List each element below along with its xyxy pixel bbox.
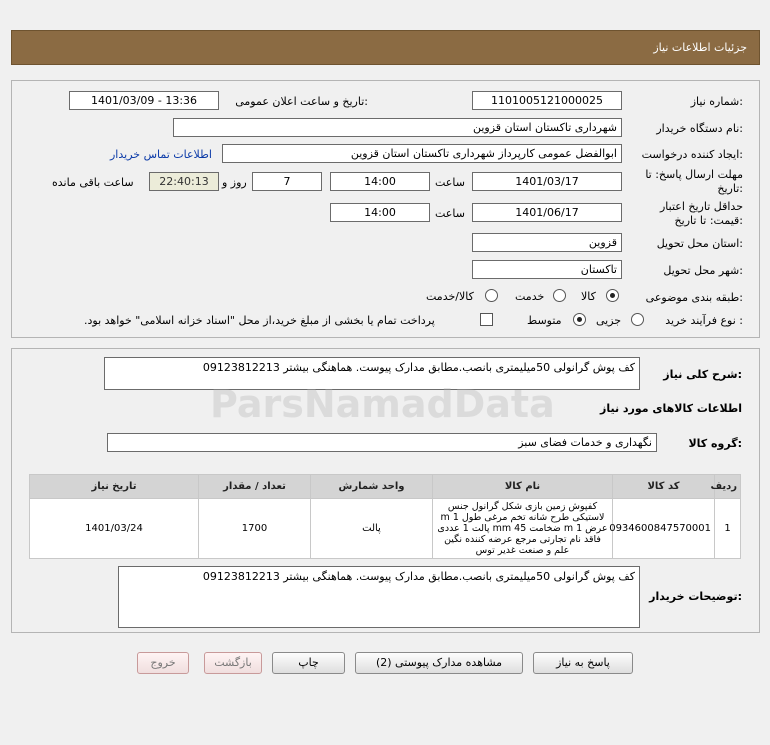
view-documents-button[interactable]: مشاهده مدارک پیوستی (2): [355, 652, 523, 674]
delivery-province-field[interactable]: قزوین: [472, 233, 622, 252]
buyer-org-label: نام دستگاه خریدار:: [656, 122, 743, 135]
remaining-time-label: ساعت باقی مانده: [52, 176, 134, 189]
category-service-radio[interactable]: [553, 289, 566, 302]
col-header-unit: واحد شمارش: [311, 475, 433, 499]
delivery-city-label: شهر محل تحویل:: [663, 264, 743, 277]
creator-field[interactable]: ابوالفضل عمومی کارپرداز شهرداری تاکستان استان قزوین: [222, 144, 622, 163]
price-validity-time-field[interactable]: 14:00: [330, 203, 430, 222]
cell-need-date: 1401/03/24: [30, 499, 199, 559]
watermark-brand: ParsNamadData: [210, 382, 555, 426]
reply-button[interactable]: پاسخ به نیاز: [533, 652, 633, 674]
reply-deadline-label-2: تاریخ:: [717, 182, 743, 195]
summary-label: شرح کلی نیاز:: [663, 368, 742, 381]
price-validity-label: حداقل تاریخ اعتبار: [659, 200, 743, 213]
purchase-type-minor-label: جزیی: [596, 314, 622, 327]
table-row[interactable]: [30, 499, 741, 559]
treasury-payment-note: پرداخت تمام یا بخشی از مبلغ خرید،از محل "اسناد خزانه اسلامی" خواهد بود.: [84, 314, 435, 327]
days-label: روز و: [222, 176, 247, 189]
col-header-quantity: تعداد / مقدار: [199, 475, 311, 499]
category-service-label: خدمت: [515, 290, 545, 303]
remaining-days-field: 7: [252, 172, 322, 191]
exit-button[interactable]: خروج: [137, 652, 189, 674]
reply-date-field[interactable]: 1401/03/17: [472, 172, 622, 191]
delivery-province-label: استان محل تحویل:: [656, 237, 743, 250]
goods-group-field[interactable]: نگهداری و خدمات فضای سبز: [107, 433, 657, 452]
cell-row-number: 1: [715, 499, 741, 559]
category-goods-label: کالا: [581, 290, 596, 303]
goods-table: [29, 474, 741, 559]
reply-time-field[interactable]: 14:00: [330, 172, 430, 191]
page-header: [11, 30, 760, 65]
reply-deadline-label: مهلت ارسال پاسخ: تا: [645, 168, 743, 181]
creator-label: ایجاد کننده درخواست:: [641, 148, 743, 161]
cell-quantity: 1700: [199, 499, 311, 559]
buyer-notes-field[interactable]: کف پوش گرانولی 50میلیمتری بانصب.مطابق مدارک پیوست. هماهنگی بیشتر 09123812213: [118, 566, 640, 628]
col-header-name: نام کالا: [433, 475, 613, 499]
price-validity-label-2: قیمت: تا تاریخ:: [674, 214, 743, 227]
page-title: جزئیات اطلاعات نیاز: [653, 41, 747, 54]
purchase-type-medium-label: متوسط: [527, 314, 562, 327]
delivery-city-field[interactable]: تاکستان: [472, 260, 622, 279]
goods-group-label: گروه کالا:: [688, 437, 742, 450]
purchase-type-label: نوع فرآیند خرید :: [665, 314, 743, 327]
col-header-need-date: تاریخ نیاز: [30, 475, 199, 499]
purchase-type-medium-radio[interactable]: [573, 313, 586, 326]
category-goods-service-radio[interactable]: [485, 289, 498, 302]
cell-name: کفپوش زمین بازی شکل گرانول جنس لاستیکی طرح شانه تخم مرغی طول 1 m عرض 1 m ضخامت 45 mm پالت 1 عددی فاقد نام تجارتی مرجع عرضه کننده نگین علم و صنعت غدیر توس: [433, 499, 613, 559]
price-validity-date-field[interactable]: 1401/06/17: [472, 203, 622, 222]
back-button[interactable]: بازگشت: [204, 652, 262, 674]
goods-section-title: اطلاعات کالاهای مورد نیاز: [600, 402, 742, 415]
announce-datetime-field[interactable]: 1401/03/09 - 13:36: [69, 91, 219, 110]
cell-unit: پالت: [311, 499, 433, 559]
remaining-time-field: 22:40:13: [149, 172, 219, 191]
price-validity-time-label: ساعت: [435, 207, 465, 220]
announce-datetime-label: تاریخ و ساعت اعلان عمومی:: [235, 95, 368, 108]
need-number-label: شماره نیاز:: [690, 95, 743, 108]
purchase-type-minor-radio[interactable]: [631, 313, 644, 326]
buyer-org-field[interactable]: شهرداری تاکستان استان قزوین: [173, 118, 622, 137]
buyer-contact-link[interactable]: اطلاعات تماس خریدار: [110, 148, 212, 161]
summary-field[interactable]: کف پوش گرانولی 50میلیمتری بانصب.مطابق مدارک پیوست. هماهنگی بیشتر 09123812213: [104, 357, 640, 390]
cell-code: 0934600847570001: [613, 499, 715, 559]
col-header-code: کد کالا: [613, 475, 715, 499]
category-goods-radio[interactable]: [606, 289, 619, 302]
print-button[interactable]: چاپ: [272, 652, 345, 674]
col-header-row-number: ردیف: [715, 475, 741, 499]
reply-time-label: ساعت: [435, 176, 465, 189]
category-goods-service-label: کالا/خدمت: [426, 290, 474, 303]
need-number-field[interactable]: 1101005121000025: [472, 91, 622, 110]
treasury-payment-checkbox[interactable]: [480, 313, 493, 326]
category-label: طبقه بندی موضوعی:: [645, 291, 743, 304]
buyer-notes-label: توضیحات خریدار:: [649, 590, 742, 603]
table-header-row: [30, 475, 741, 499]
